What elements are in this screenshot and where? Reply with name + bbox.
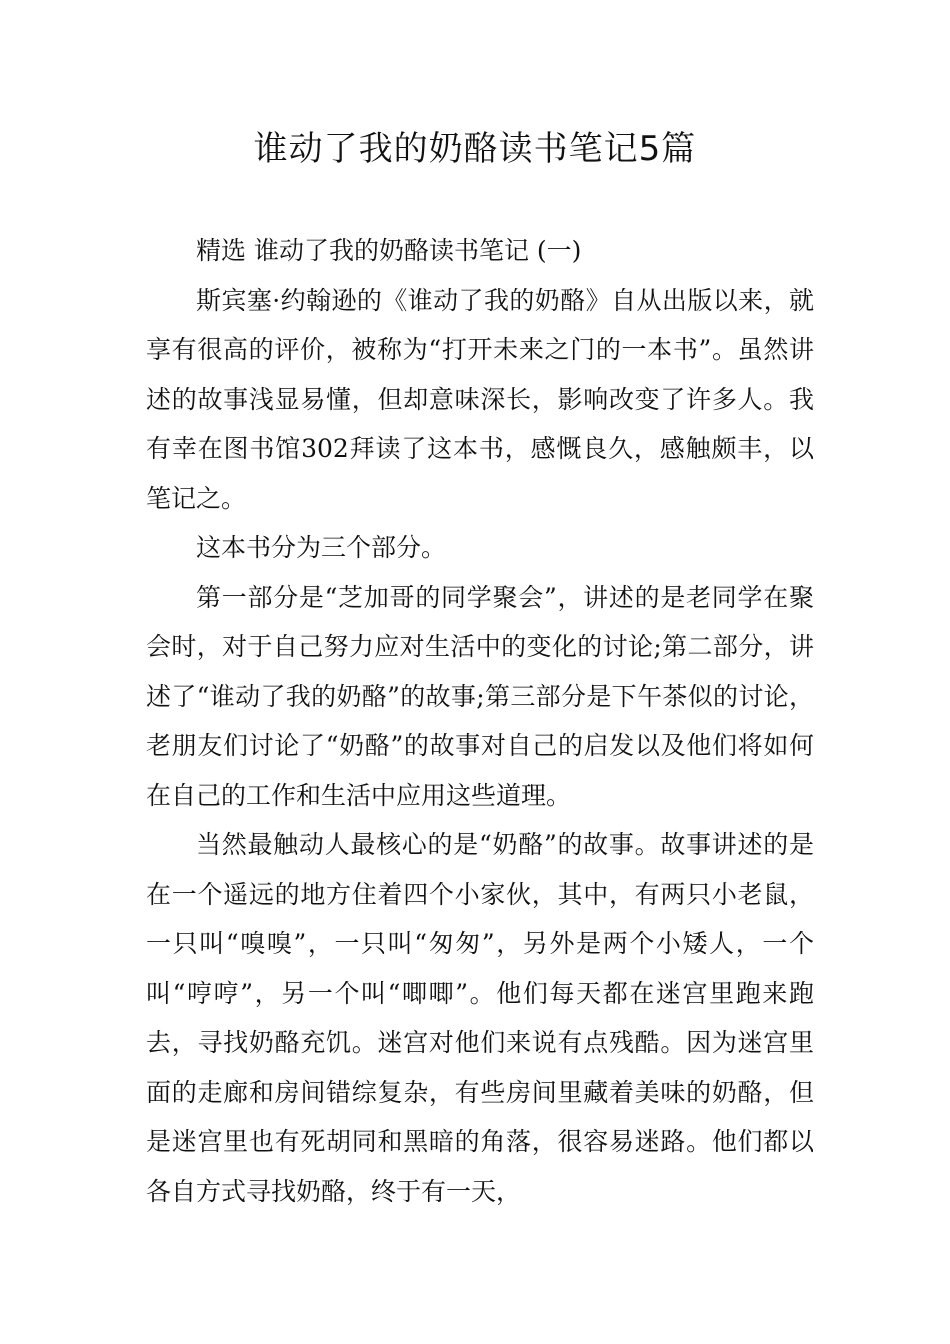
- document-body: [146, 226, 814, 1216]
- paragraph-intro: 斯宾塞·约翰逊的《谁动了我的奶酪》自从出版以来，就享有很高的评价，被称为“打开未来之门的一本书”。虽然讲述的故事浅显易懂，但却意味深长，影响改变了许多人。我有幸在图书馆302拜读了这本书，感慨良久，感触颇丰，以笔记之。: [146, 285, 814, 513]
- paragraph-structure: 这本书分为三个部分。: [196, 533, 447, 562]
- paragraph-parts: 第一部分是“芝加哥的同学聚会”，讲述的是老同学在聚会时，对于自己努力应对生活中的变化的讨论;第二部分，讲述了“谁动了我的奶酪”的故事;第三部分是下午茶似的讨论，老朋友们讨论了“奶酪”的故事对自己的启发以及他们将如何在自己的工作和生活中应用这些道理。: [146, 582, 814, 810]
- section-heading: 精选 谁动了我的奶酪读书笔记 (一): [196, 236, 582, 265]
- paragraph-story: 当然最触动人最核心的是“奶酪”的故事。故事讲述的是在一个遥远的地方住着四个小家伙，其中，有两只小老鼠，一只叫“嗅嗅”，一只叫“匆匆”，另外是两个小矮人，一个叫“哼哼”，另一个叫“唧唧”。他们每天都在迷宫里跑来跑去，寻找奶酪充饥。迷宫对他们来说有点残酷。因为迷宫里面的走廊和房间错综复杂，有些房间里藏着美味的奶酪，但是迷宫里也有死胡同和黑暗的角落，很容易迷路。他们都以各自方式寻找奶酪，终于有一天，: [146, 830, 814, 1206]
- document-title: 谁动了我的奶酪读书笔记5篇: [253, 129, 697, 169]
